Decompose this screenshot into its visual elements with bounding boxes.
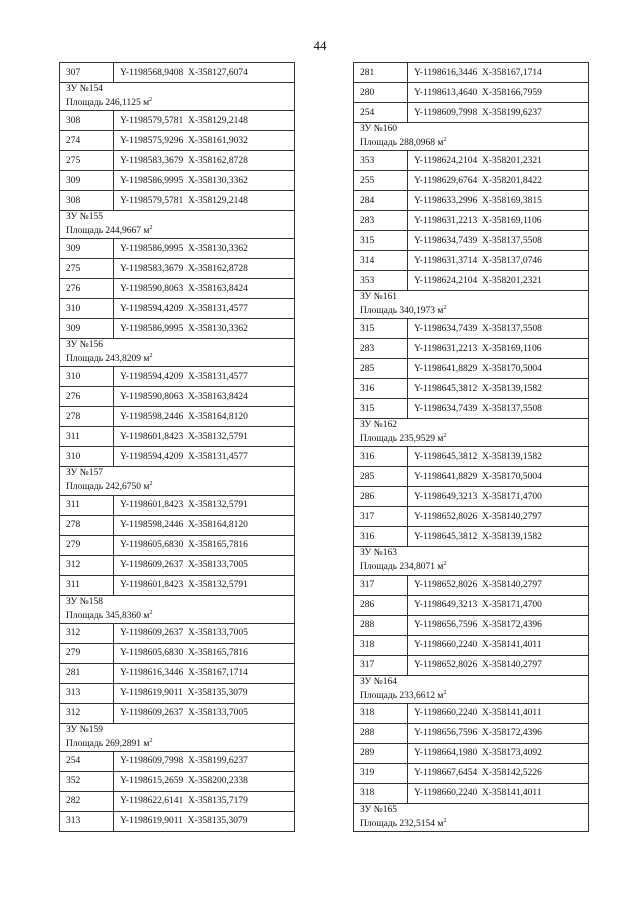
table-row [354, 635, 589, 655]
parcel-area: Площадь 233,6612 м [360, 690, 444, 701]
point-number: 313 [60, 683, 114, 703]
table-row [354, 595, 589, 615]
point-number: 283 [354, 211, 408, 231]
point-number: 279 [60, 535, 114, 555]
table-row [60, 811, 295, 831]
point-number: 310 [60, 447, 114, 467]
point-coordinates: Y-1198667,6454 X-358142,5226 [408, 763, 589, 783]
point-coordinates: Y-1198624,2104 X-358201,2321 [408, 151, 589, 171]
table-row [60, 191, 295, 211]
coordinates-table-right [353, 62, 589, 832]
point-coordinates: Y-1198609,7998 X-358199,6237 [408, 103, 589, 123]
parcel-header-row [354, 123, 589, 151]
table-row [60, 623, 295, 643]
point-number: 255 [354, 171, 408, 191]
table-row [354, 743, 589, 763]
point-coordinates: Y-1198631,2213 X-358169,1106 [408, 211, 589, 231]
table-row [354, 319, 589, 339]
table-row [60, 299, 295, 319]
parcel-header-row [354, 675, 589, 703]
table-row [354, 83, 589, 103]
point-coordinates: Y-1198586,9995 X-358130,3362 [114, 239, 295, 259]
point-coordinates: Y-1198613,4640 X-358166,7959 [408, 83, 589, 103]
table-row [60, 515, 295, 535]
table-row [354, 103, 589, 123]
point-coordinates: Y-1198568,9408 X-358127,6074 [114, 63, 295, 83]
point-coordinates: Y-1198609,2637 X-358133,7005 [114, 555, 295, 575]
table-row [354, 191, 589, 211]
point-coordinates: Y-1198616,3446 X-358167,1714 [114, 663, 295, 683]
area-unit-superscript: 2 [443, 433, 447, 440]
area-unit-superscript: 2 [149, 737, 153, 744]
table-row [60, 387, 295, 407]
point-coordinates: Y-1198601,8423 X-358132,5791 [114, 575, 295, 595]
point-coordinates: Y-1198598,2446 X-358164,8120 [114, 515, 295, 535]
parcel-header-row [354, 803, 589, 831]
point-number: 284 [354, 191, 408, 211]
table-row [354, 763, 589, 783]
point-number: 319 [354, 763, 408, 783]
table-row [60, 703, 295, 723]
point-coordinates: Y-1198583,3679 X-358162,8728 [114, 259, 295, 279]
parcel-header-row [60, 339, 295, 367]
table-row [354, 63, 589, 83]
point-coordinates: Y-1198652,8026 X-358140,2797 [408, 655, 589, 675]
point-coordinates: Y-1198631,2213 X-358169,1106 [408, 339, 589, 359]
point-number: 316 [354, 527, 408, 547]
point-coordinates: Y-1198594,4209 X-358131,4577 [114, 299, 295, 319]
point-number: 312 [60, 555, 114, 575]
parcel-area: Площадь 246,1125 м [66, 98, 150, 109]
table-row [354, 211, 589, 231]
point-number: 285 [354, 359, 408, 379]
parcel-area: Площадь 242,6750 м [66, 482, 150, 493]
table-row [354, 271, 589, 291]
parcel-header [354, 547, 589, 575]
table-row [354, 575, 589, 595]
point-number: 285 [354, 467, 408, 487]
point-coordinates: Y-1198656,7596 X-358172,4396 [408, 615, 589, 635]
point-coordinates: Y-1198656,7596 X-358172,4396 [408, 723, 589, 743]
point-coordinates: Y-1198619,9011 X-358135,3079 [114, 811, 295, 831]
point-number: 318 [354, 635, 408, 655]
parcel-title: ЗУ №159 [66, 724, 103, 735]
table-row [354, 487, 589, 507]
table-row [60, 643, 295, 663]
point-number: 310 [60, 367, 114, 387]
table-row [354, 379, 589, 399]
table-row [354, 655, 589, 675]
parcel-title: ЗУ №164 [360, 676, 397, 687]
parcel-header-row [60, 83, 295, 111]
point-number: 318 [354, 703, 408, 723]
table-row [60, 239, 295, 259]
point-number: 314 [354, 251, 408, 271]
coordinates-table-left [59, 62, 295, 832]
point-coordinates: Y-1198590,8063 X-358163,8424 [114, 279, 295, 299]
parcel-area: Площадь 234,8071 м [360, 562, 444, 573]
point-number: 309 [60, 171, 114, 191]
table-row [354, 399, 589, 419]
parcel-header-row [60, 723, 295, 751]
area-unit-superscript: 2 [443, 689, 447, 696]
point-coordinates: Y-1198649,3213 X-358171,4700 [408, 595, 589, 615]
point-coordinates: Y-1198609,7998 X-358199,6237 [114, 751, 295, 771]
area-unit-superscript: 2 [149, 481, 153, 488]
table-row [60, 575, 295, 595]
point-number: 309 [60, 239, 114, 259]
point-coordinates: Y-1198660,2240 X-358141,4011 [408, 635, 589, 655]
point-number: 286 [354, 487, 408, 507]
point-number: 311 [60, 427, 114, 447]
parcel-header [60, 723, 295, 751]
parcel-area: Площадь 269,2891 м [66, 738, 150, 749]
parcel-header-row [60, 467, 295, 495]
parcel-header-row [354, 291, 589, 319]
table-row [60, 683, 295, 703]
table-row [60, 367, 295, 387]
point-number: 309 [60, 319, 114, 339]
point-coordinates: Y-1198605,6830 X-358165,7816 [114, 535, 295, 555]
point-number: 317 [354, 655, 408, 675]
point-coordinates: Y-1198586,9995 X-358130,3362 [114, 319, 295, 339]
point-number: 254 [60, 751, 114, 771]
point-number: 312 [60, 703, 114, 723]
parcel-title: ЗУ №161 [360, 292, 397, 303]
parcel-area: Площадь 340,1973 м [360, 306, 444, 317]
parcel-header [60, 467, 295, 495]
parcel-title: ЗУ №154 [66, 84, 103, 94]
table-row [354, 231, 589, 251]
table-row [60, 319, 295, 339]
point-number: 307 [60, 63, 114, 83]
point-number: 276 [60, 387, 114, 407]
table-row [354, 723, 589, 743]
point-number: 286 [354, 595, 408, 615]
point-number: 254 [354, 103, 408, 123]
point-number: 281 [60, 663, 114, 683]
table-row [354, 467, 589, 487]
parcel-header-row [60, 211, 295, 239]
point-number: 315 [354, 319, 408, 339]
point-number: 275 [60, 151, 114, 171]
table-row [60, 751, 295, 771]
point-number: 289 [354, 743, 408, 763]
point-coordinates: Y-1198579,5781 X-358129,2148 [114, 111, 295, 131]
parcel-title: ЗУ №156 [66, 340, 103, 351]
parcel-header [354, 675, 589, 703]
point-coordinates: Y-1198634,7439 X-358137,5508 [408, 399, 589, 419]
table-row [354, 359, 589, 379]
table-row [60, 131, 295, 151]
point-number: 312 [60, 623, 114, 643]
table-row [60, 259, 295, 279]
point-number: 308 [60, 111, 114, 131]
point-number: 317 [354, 507, 408, 527]
area-unit-superscript: 2 [149, 609, 153, 616]
point-number: 279 [60, 643, 114, 663]
parcel-header-row [354, 419, 589, 447]
point-coordinates: Y-1198631,3714 X-358137,0746 [408, 251, 589, 271]
table-row [354, 151, 589, 171]
point-number: 276 [60, 279, 114, 299]
point-coordinates: Y-1198660,2240 X-358141,4011 [408, 783, 589, 803]
table-row [354, 171, 589, 191]
point-coordinates: Y-1198605,6830 X-358165,7816 [114, 643, 295, 663]
parcel-header [60, 339, 295, 367]
table-row [354, 251, 589, 271]
point-coordinates: Y-1198633,2996 X-358169,3815 [408, 191, 589, 211]
parcel-area: Площадь 345,8360 м [66, 610, 150, 621]
point-coordinates: Y-1198586,9995 X-358130,3362 [114, 171, 295, 191]
point-coordinates: Y-1198634,7439 X-358137,5508 [408, 231, 589, 251]
parcel-title: ЗУ №162 [360, 420, 397, 431]
point-coordinates: Y-1198616,3446 X-358167,1714 [408, 63, 589, 83]
point-number: 288 [354, 615, 408, 635]
table-row [354, 507, 589, 527]
point-number: 288 [354, 723, 408, 743]
point-coordinates: Y-1198645,3812 X-358139,1582 [408, 447, 589, 467]
parcel-area: Площадь 243,8209 м [66, 354, 150, 365]
point-number: 278 [60, 407, 114, 427]
parcel-title: ЗУ №158 [66, 596, 103, 607]
point-coordinates: Y-1198641,8829 X-358170,5004 [408, 467, 589, 487]
table-row [354, 527, 589, 547]
point-number: 283 [354, 339, 408, 359]
table-row [60, 171, 295, 191]
parcel-area: Площадь 235,9529 м [360, 434, 444, 445]
parcel-header [60, 83, 295, 111]
area-unit-superscript: 2 [443, 561, 447, 568]
point-number: 352 [60, 771, 114, 791]
point-coordinates: Y-1198601,8423 X-358132,5791 [114, 495, 295, 515]
point-coordinates: Y-1198660,2240 X-358141,4011 [408, 703, 589, 723]
area-unit-superscript: 2 [443, 305, 447, 312]
table-row [60, 151, 295, 171]
point-coordinates: Y-1198590,8063 X-358163,8424 [114, 387, 295, 407]
point-coordinates: Y-1198629,6764 X-358201,8422 [408, 171, 589, 191]
point-number: 308 [60, 191, 114, 211]
table-row [60, 407, 295, 427]
table-row [60, 427, 295, 447]
table-row [60, 447, 295, 467]
parcel-header [354, 419, 589, 447]
table-row [60, 279, 295, 299]
point-number: 275 [60, 259, 114, 279]
parcel-header [60, 595, 295, 623]
point-coordinates: Y-1198579,5781 X-358129,2148 [114, 191, 295, 211]
table-row [354, 783, 589, 803]
point-coordinates: Y-1198609,2637 X-358133,7005 [114, 703, 295, 723]
parcel-title: ЗУ №163 [360, 548, 397, 559]
table-row [354, 339, 589, 359]
point-number: 353 [354, 151, 408, 171]
table-row [60, 63, 295, 83]
parcel-title: ЗУ №157 [66, 468, 103, 479]
point-coordinates: Y-1198583,3679 X-358162,8728 [114, 151, 295, 171]
point-number: 316 [354, 447, 408, 467]
parcel-header-row [60, 595, 295, 623]
point-number: 315 [354, 231, 408, 251]
parcel-title: ЗУ №155 [66, 212, 103, 223]
point-coordinates: Y-1198601,8423 X-358132,5791 [114, 427, 295, 447]
parcel-area: Площадь 232,5154 м [360, 818, 444, 829]
parcel-title: ЗУ №160 [360, 124, 397, 134]
parcel-header [354, 291, 589, 319]
point-coordinates: Y-1198634,7439 X-358137,5508 [408, 319, 589, 339]
point-number: 316 [354, 379, 408, 399]
parcel-title: ЗУ №165 [360, 804, 397, 815]
point-number: 311 [60, 495, 114, 515]
point-number: 313 [60, 811, 114, 831]
point-coordinates: Y-1198575,9296 X-358161,9032 [114, 131, 295, 151]
point-coordinates: Y-1198645,3812 X-358139,1582 [408, 527, 589, 547]
point-number: 310 [60, 299, 114, 319]
table-row [354, 703, 589, 723]
point-number: 317 [354, 575, 408, 595]
point-coordinates: Y-1198664,1980 X-358173,4092 [408, 743, 589, 763]
area-unit-superscript: 2 [443, 817, 447, 824]
point-coordinates: Y-1198609,2637 X-358133,7005 [114, 623, 295, 643]
area-unit-superscript: 2 [149, 97, 153, 103]
point-coordinates: Y-1198594,4209 X-358131,4577 [114, 367, 295, 387]
point-coordinates: Y-1198645,3812 X-358139,1582 [408, 379, 589, 399]
parcel-header [354, 123, 589, 151]
point-number: 311 [60, 575, 114, 595]
table-row [354, 447, 589, 467]
table-row [60, 535, 295, 555]
point-coordinates: Y-1198598,2446 X-358164,8120 [114, 407, 295, 427]
table-row [60, 663, 295, 683]
point-number: 278 [60, 515, 114, 535]
point-coordinates: Y-1198622,6141 X-358135,7179 [114, 791, 295, 811]
page-number: 44 [313, 38, 327, 53]
point-coordinates: Y-1198641,8829 X-358170,5004 [408, 359, 589, 379]
area-unit-superscript: 2 [443, 137, 447, 143]
parcel-header [354, 803, 589, 831]
table-row [60, 555, 295, 575]
point-coordinates: Y-1198619,9011 X-358135,3079 [114, 683, 295, 703]
parcel-area: Площадь 244,9667 м [66, 226, 150, 237]
point-number: 282 [60, 791, 114, 811]
parcel-header-row [354, 547, 589, 575]
point-coordinates: Y-1198615,2659 X-358200,2338 [114, 771, 295, 791]
point-coordinates: Y-1198649,3213 X-358171,4700 [408, 487, 589, 507]
table-row [60, 111, 295, 131]
point-coordinates: Y-1198624,2104 X-358201,2321 [408, 271, 589, 291]
table-row [60, 771, 295, 791]
area-unit-superscript: 2 [149, 353, 153, 360]
parcel-header [60, 211, 295, 239]
point-coordinates: Y-1198594,4209 X-358131,4577 [114, 447, 295, 467]
parcel-area: Площадь 288,0968 м [360, 138, 444, 149]
area-unit-superscript: 2 [149, 225, 153, 232]
point-number: 353 [354, 271, 408, 291]
point-number: 274 [60, 131, 114, 151]
point-number: 318 [354, 783, 408, 803]
point-number: 280 [354, 83, 408, 103]
point-number: 315 [354, 399, 408, 419]
point-number: 281 [354, 63, 408, 83]
table-row [60, 791, 295, 811]
point-coordinates: Y-1198652,8026 X-358140,2797 [408, 575, 589, 595]
table-row [60, 495, 295, 515]
point-coordinates: Y-1198652,8026 X-358140,2797 [408, 507, 589, 527]
table-row [354, 615, 589, 635]
